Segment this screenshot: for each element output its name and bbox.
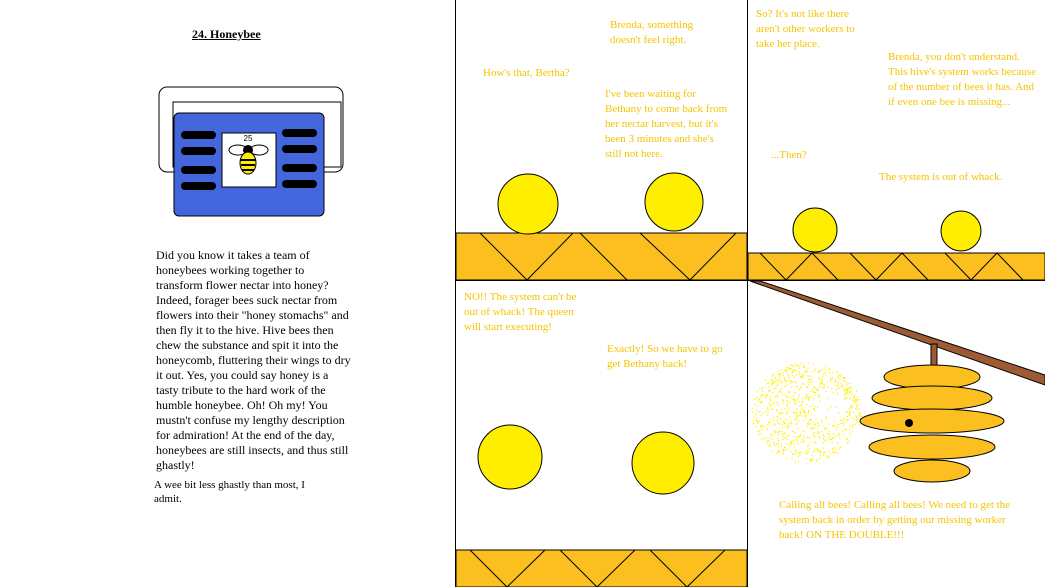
entry-title: 24. Honeybee: [192, 27, 261, 41]
bee-swarm: [751, 362, 862, 462]
card-number: 25: [243, 134, 253, 143]
panel3-line-brenda: Exactly! So we have to go get Bethany back!: [607, 343, 723, 370]
bee-brenda: [645, 173, 703, 231]
panel4-caption: Calling all bees! Calling all bees! We need to get the system back in order by getting our missing worker back! ON THE DOUBLE!!!: [779, 499, 1011, 541]
bee-bertha-2: [793, 208, 837, 252]
panel3-line-bertha: NO!! The system can't be out of whack! The queen will start executing!: [464, 291, 577, 333]
bee-bertha-3: [478, 425, 542, 489]
panel3-honeycomb-floor: [456, 550, 747, 587]
panel1-line-brenda-2: I've been waiting for Bethany to come back from her nectar harvest, but it's been 3 minutes and she's still not here.: [605, 88, 728, 160]
panel2-line-brenda-1: Brenda, you don't understand. This hive's system works because of the number of bees it has. And if even one bee is missing...: [888, 51, 1037, 108]
panel2-line-brenda-2: The system is out of whack.: [879, 171, 1003, 183]
bee-bertha: [498, 174, 558, 234]
panel1-line-brenda-1: Brenda, something doesn't feel right.: [610, 19, 694, 46]
hive-stem: [931, 344, 937, 366]
panel2-honeycomb-floor: [748, 253, 1045, 280]
beehive-icon: [860, 365, 1004, 482]
panel2-line-bertha-2: ...Then?: [771, 149, 807, 161]
panel2-line-bertha-1: So? It's not like there aren't other workers to take her place.: [756, 8, 855, 50]
bee-brenda-2: [941, 211, 981, 251]
panel1-honeycomb-floor: [456, 233, 747, 280]
bee-brenda-3: [632, 432, 694, 494]
panel1-line-bertha: How's that, Bertha?: [483, 67, 570, 79]
entry-note: A wee bit less ghastly than most, I admit.: [154, 479, 305, 505]
entry-description: Did you know it takes a team of honeybees working together to transform flower nectar into honey? Indeed, forager bees suck nectar from flowers into their "honey stomachs" and then fly it to the hive. Hive bees then chew the substance and spit it into the honeycomb, fluttering their wings to dry it out. Yes, you could say honey is a tasty tribute to the hard work of the humble honeybee. Oh! Oh my! You mustn't confuse my lengthy description for admiration! At the end of the day, honeybees are still insects, and thus still ghastly!: [156, 248, 351, 472]
